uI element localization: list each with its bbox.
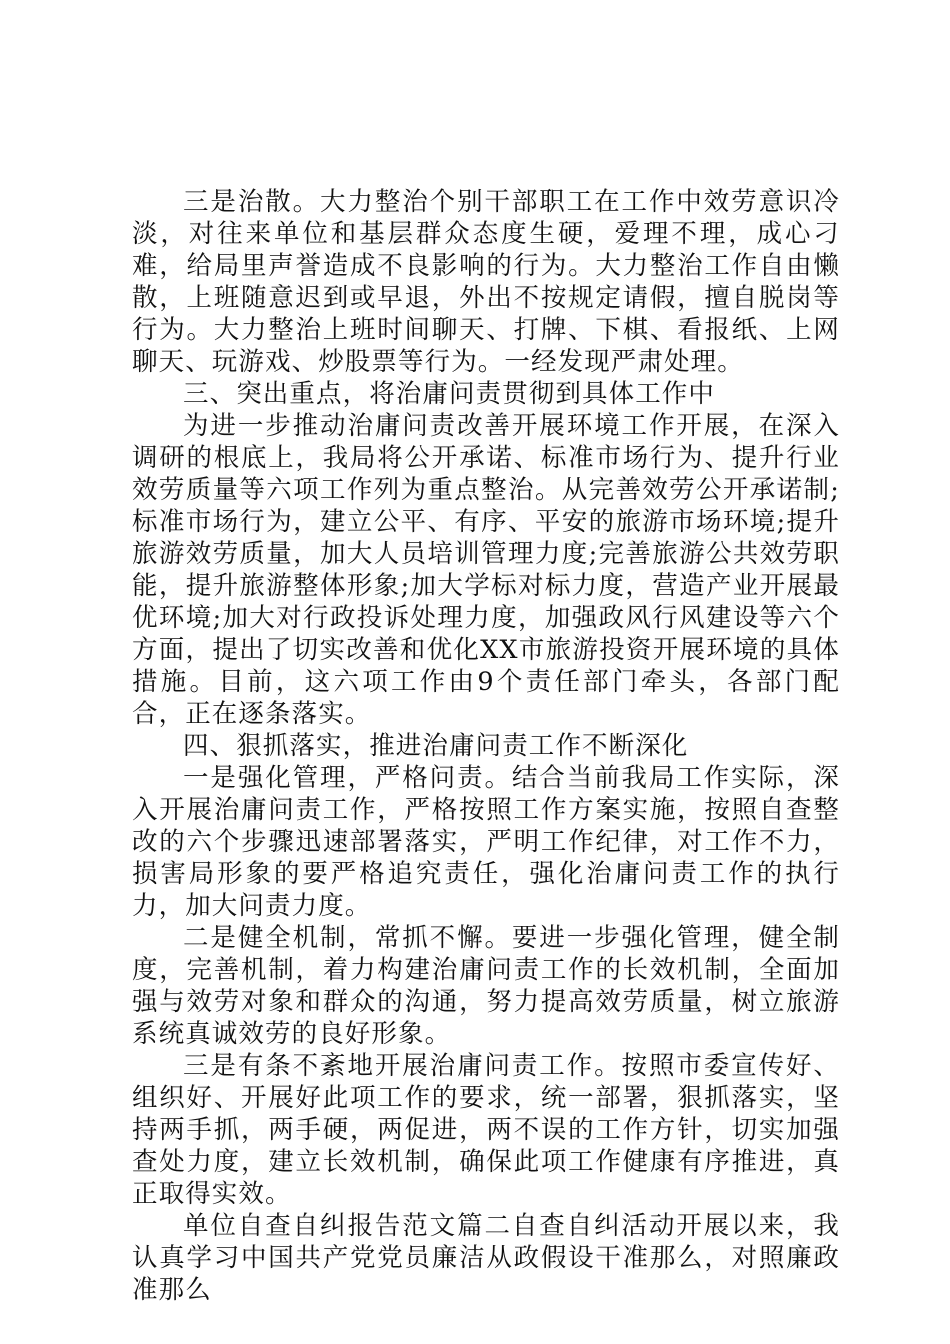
paragraph-orderly-work: 三是有条不紊地开展治庸问责工作。按照市委宣传好、组织好、开展好此项工作的要求，统一部署，狠抓落实，坚持两手抓，两手硬，两促进，两不误的工作方针，切实加强查处力度，建立长效机制，确保此项工作健康有序推进，真正取得实效。	[132, 1051, 840, 1209]
heading-section-three: 三、突出重点，将治庸问责贯彻到具体工作中	[183, 379, 716, 409]
paragraph-self-inspection-report: 单位自查自纠报告范文篇二自查自纠活动开展以来，我认真学习中国共产党党员廉洁从政假设干准那么，对照廉政准那么	[132, 1211, 840, 1305]
heading-section-four: 四、狠抓落实，推进治庸问责工作不断深化	[183, 731, 689, 761]
paragraph-improve-mechanism: 二是健全机制，常抓不懈。要进一步强化管理，健全制度，完善机制，着力构建治庸问责工作的长效机制，全面加强与效劳对象和群众的沟通，努力提高效劳质量，树立旅游系统真诚效劳的良好形象。	[132, 923, 840, 1049]
paragraph-key-rectification: 为进一步推动治庸问责改善开展环境工作开展，在深入调研的根底上，我局将公开承诺、标准市场行为、提升行业效劳质量等六项工作列为重点整治。从完善效劳公开承诺制;标准市场行为，建立公平、有序、平安的旅游市场环境;提升旅游效劳质量，加大人员培训管理力度;完善旅游公共效劳职能，提升旅游整体形象;加大学标对标力度，营造产业开展最优环境;加大对行政投诉处理力度，加强政风行风建设等六个方面，提出了切实改善和优化XX市旅游投资开展环境的具体措施。目前，这六项工作由9个责任部门牵头，各部门配合，正在逐条落实。	[132, 411, 840, 729]
document-body	[132, 186, 840, 1306]
paragraph-strengthen-management: 一是强化管理，严格问责。结合当前我局工作实际，深入开展治庸问责工作，严格按照工作方案实施，按照自查整改的六个步骤迅速部署落实，严明工作纪律，对工作不力，损害局形象的要严格追究责任，强化治庸问责工作的执行力，加大问责力度。	[132, 763, 840, 921]
paragraph-zhisan: 三是治散。大力整治个别干部职工在工作中效劳意识冷淡，对往来单位和基层群众态度生硬，爱理不理，成心刁难，给局里声誉造成不良影响的行为。大力整治工作自由懒散，上班随意迟到或早退，外出不按规定请假，擅自脱岗等行为。大力整治上班时间聊天、打牌、下棋、看报纸、上网聊天、玩游戏、炒股票等行为。一经发现严肃处理。	[132, 187, 840, 377]
